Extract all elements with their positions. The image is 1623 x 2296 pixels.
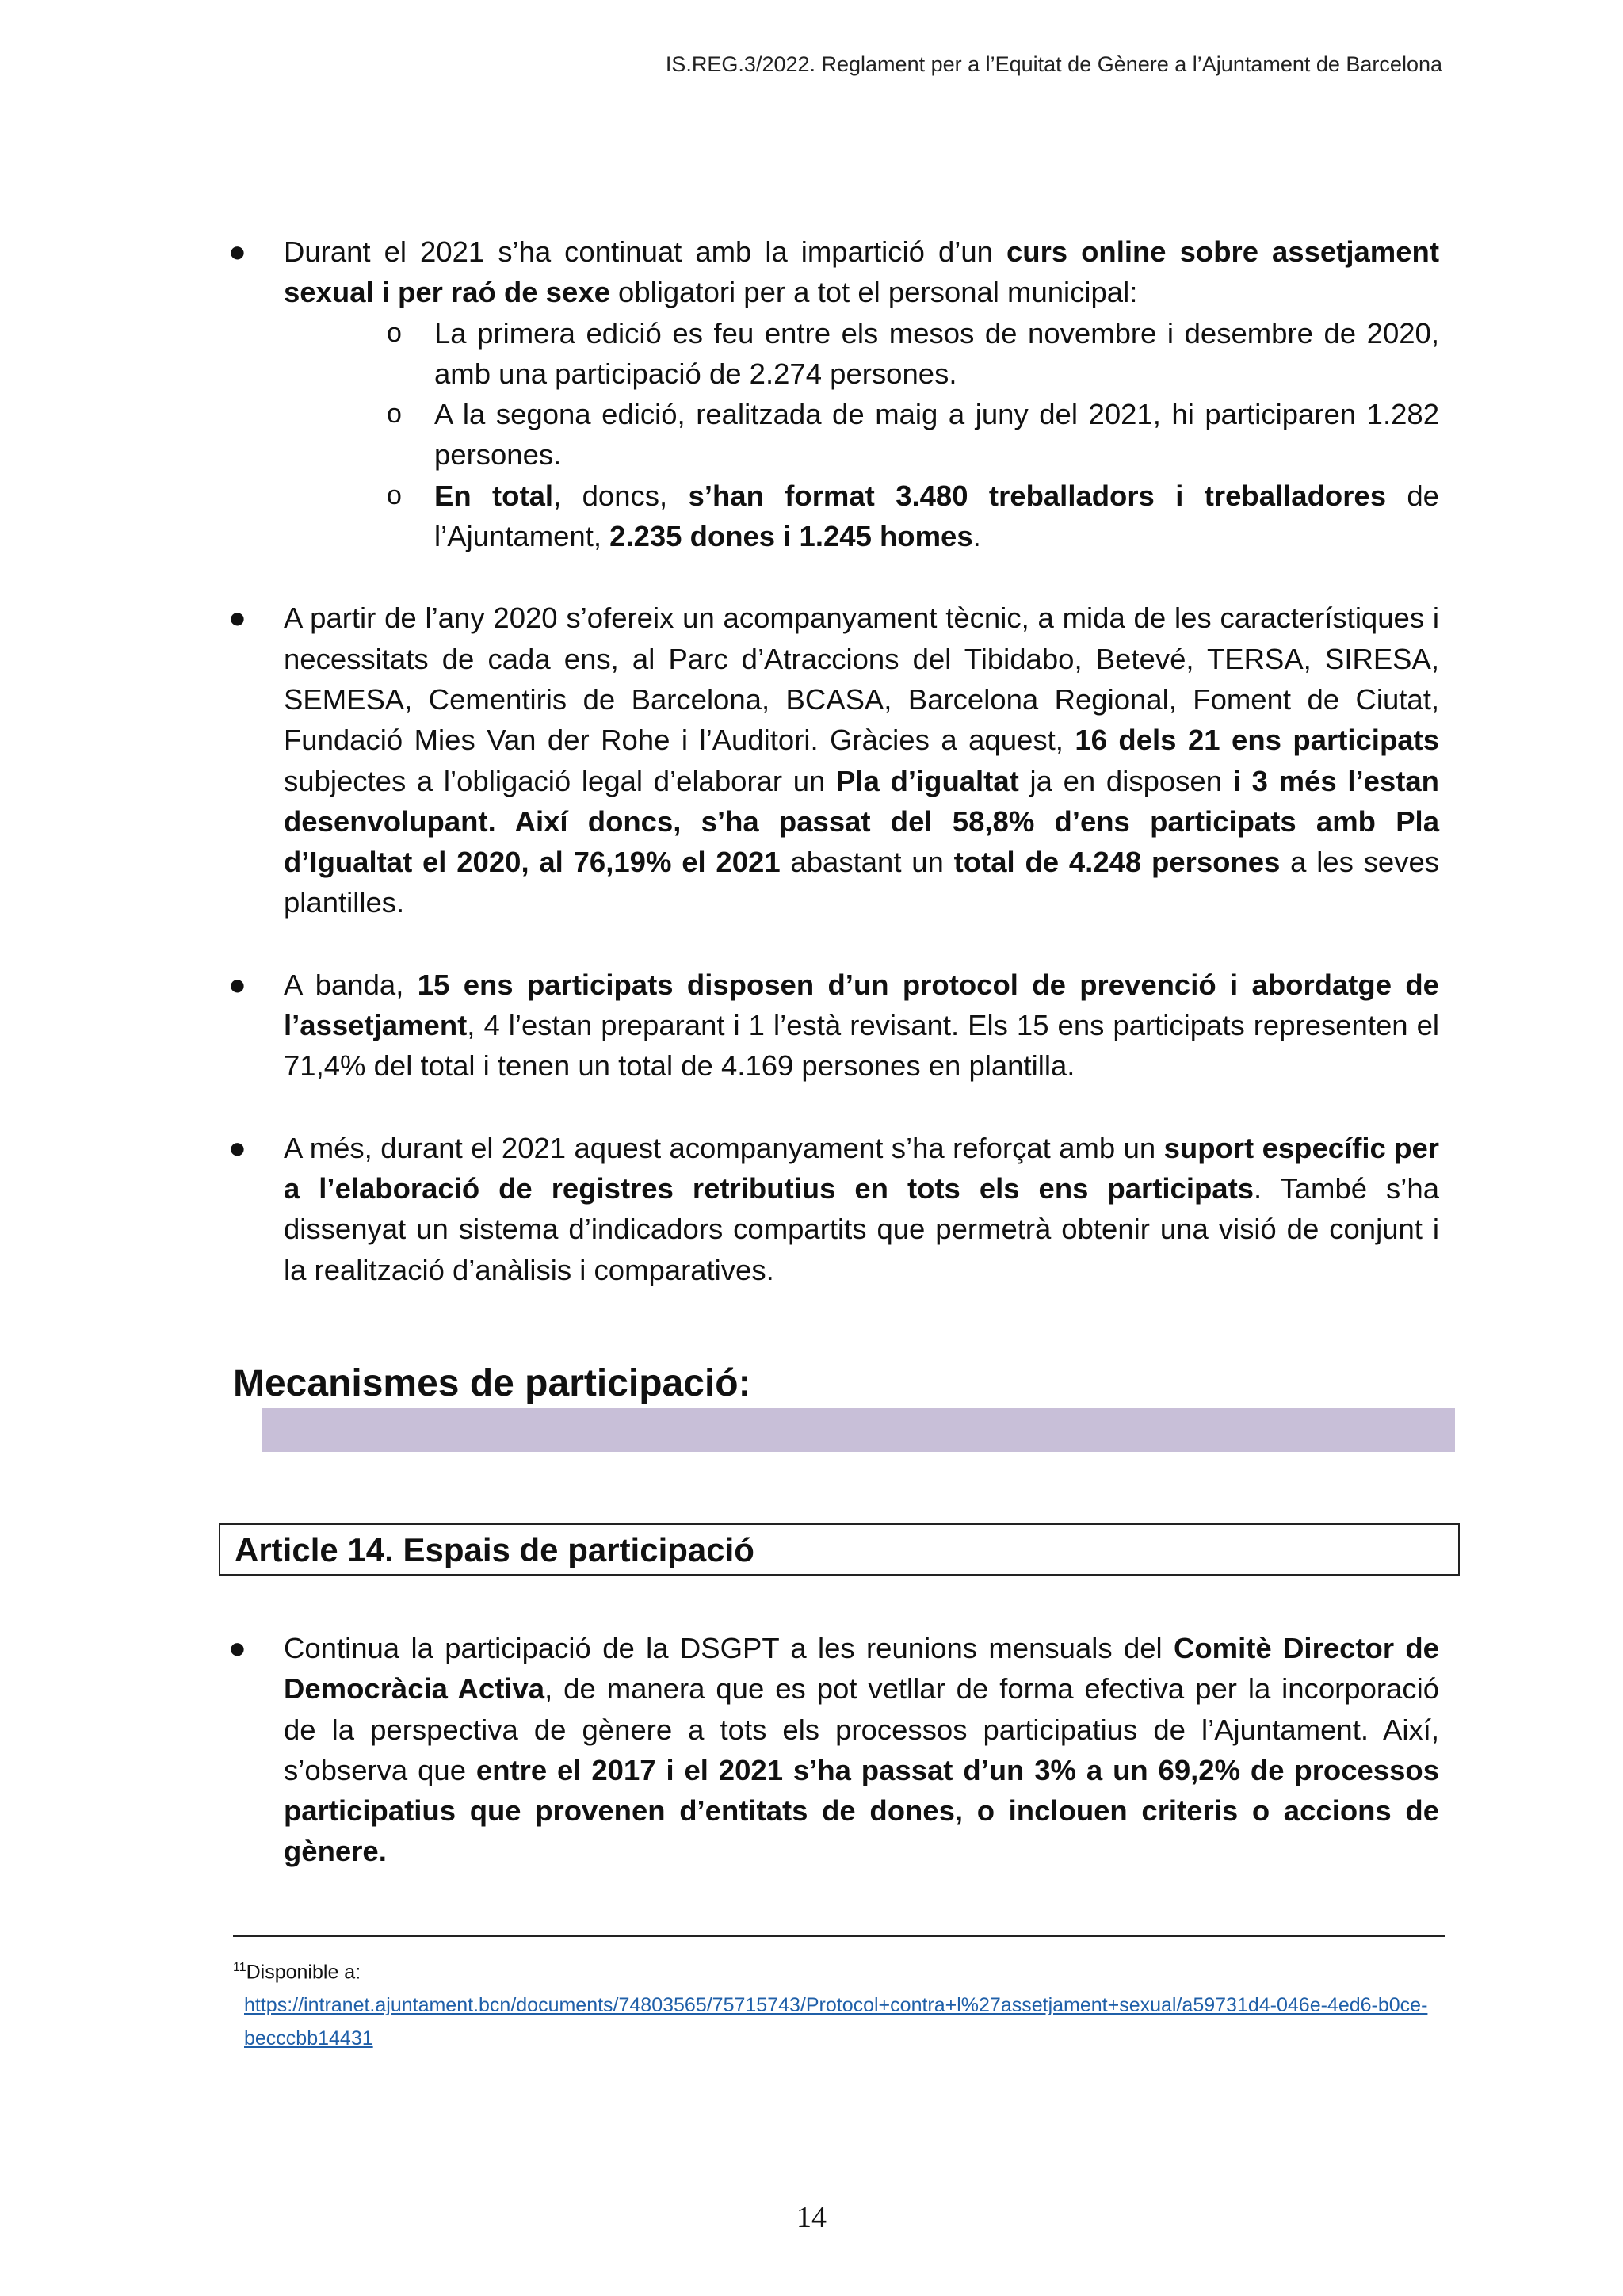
bullet-icon: ● <box>228 1131 246 1165</box>
bold-text: i 3 més l’estan desenvolupant. Així doncs, s’ha passat del 58,8% d’ens participats amb Pla d’Igualtat el 2020, al 76,19% el 2021 <box>284 764 1439 879</box>
sub-list-item <box>284 313 1439 395</box>
section-title: Mecanismes de participació: <box>233 1362 751 1404</box>
text-run: ja en disposen <box>1018 764 1233 797</box>
sub-item-text <box>434 313 1439 395</box>
bold-text: s’han format 3.480 treballadors i treballadores <box>688 479 1386 512</box>
sub-list <box>284 313 1439 557</box>
sub-item-text <box>434 394 1439 476</box>
text-run: A banda, <box>284 968 418 1001</box>
text-run: A partir de l’any 2020 s’ofereix un acompanyament tècnic, a mida de les característiques i necessitats de cada ens, al Parc d’Atraccions del Tibidabo, Betevé, TERSA, SIRESA, SEMESA, Cementiris de Barcelona, BCASA, Barcelona Regional, Foment de Ciutat, Fundació Mies Van der Rohe i l’Auditori. Gràcies a aquest, <box>284 602 1439 757</box>
bullet-icon: ● <box>228 968 246 1002</box>
circle-bullet-icon: o <box>387 317 402 348</box>
footnote-link[interactable]: https://intranet.ajuntament.bcn/documents/74803565/75715743/Protocol+contra+l%27assetjament+sexual/a59731d4-046e-4ed6-b0ce-becccbb14431 <box>244 1994 1428 2050</box>
bullet-item <box>228 231 1439 556</box>
text-run: abastant un <box>780 846 954 879</box>
bullet-item <box>228 1628 1439 1872</box>
page-header: IS.REG.3/2022. Reglament per a l’Equitat de Gènere a l’Ajuntament de Barcelona <box>665 52 1442 76</box>
page-number: 14 <box>796 2201 827 2234</box>
bullet-item <box>228 965 1439 1087</box>
article-content <box>228 1628 1439 1913</box>
text-run: Continua la participació de la DSGPT a les reunions mensuals del <box>284 1632 1174 1664</box>
bullet-icon: ● <box>228 602 246 636</box>
text-run: , 4 l’estan preparant i 1 l’està revisant. Els 15 ens participats representen el 71,4% del total i tenen un total de 4.169 persones en plantilla. <box>284 1009 1439 1083</box>
text-run: subjectes a l’obligació legal d’elaborar un <box>284 764 837 797</box>
bold-text: 2.235 dones i 1.245 homes <box>609 520 973 553</box>
circle-bullet-icon: o <box>387 479 402 510</box>
bold-text: curs online sobre assetjament sexual i per raó de sexe <box>284 235 1440 309</box>
circle-bullet-icon: o <box>387 399 402 430</box>
text-run: A la segona edició, realitzada de maig a juny del 2021, hi participaren 1.282 persones. <box>434 398 1439 472</box>
text-run: A més, durant el 2021 aquest acompanyament s’ha reforçat amb un <box>284 1131 1164 1164</box>
bullet-paragraph <box>284 1628 1439 1872</box>
text-run: La primera edició es feu entre els mesos de novembre i desembre de 2020, amb una participació de 2.274 persones. <box>434 316 1439 390</box>
bullet-icon: ● <box>228 235 246 269</box>
text-run: obligatori per a tot el personal municipal: <box>609 276 1138 309</box>
article-heading-box <box>219 1523 1460 1576</box>
footnote <box>233 1951 1445 2055</box>
bold-text: 16 dels 21 ens participats <box>1075 724 1440 757</box>
bold-text: total de 4.248 persones <box>953 846 1281 879</box>
bold-text: 15 ens participats disposen d’un protocol de prevenció i abordatge de l’assetjament <box>284 968 1439 1042</box>
footnote-label: Disponible a: <box>246 1961 361 1984</box>
article-title: Article 14. Espais de participació <box>235 1531 754 1568</box>
text-run: de l’Ajuntament, <box>434 479 1439 553</box>
bold-text: Comitè Director de Democràcia Activa <box>284 1632 1439 1706</box>
bullet-paragraph <box>284 598 1439 923</box>
text-run: , de manera que es pot vetllar de forma efectiva per la incorporació de la perspectiva de gènere a tots els processos participatius de l’Ajuntament. Així, s’observa que <box>284 1672 1439 1786</box>
bullet-paragraph <box>284 231 1439 313</box>
sub-list-item <box>284 394 1439 476</box>
bold-text: En total <box>434 479 554 512</box>
footnote-divider <box>233 1935 1445 1937</box>
sub-list-item <box>284 476 1439 557</box>
bold-text: Pla d’igualtat <box>836 764 1019 797</box>
sub-item-text <box>434 476 1439 557</box>
footnote-label-line <box>233 1951 1445 1988</box>
section-highlight-bar <box>262 1408 1455 1452</box>
main-content <box>228 231 1439 1331</box>
bullet-icon: ● <box>228 1632 246 1665</box>
text-run: . També s’ha dissenyat un sistema d’indicadors compartits que permetrà obtenir una visió de conjunt i la realització d’anàlisis i comparatives. <box>284 1171 1439 1286</box>
text-run: a les seves plantilles. <box>284 846 1439 919</box>
bold-text: suport específic per a l’elaboració de registres retributius en tots els ens participats <box>284 1131 1439 1205</box>
bold-text: entre el 2017 i el 2021 s’ha passat d’un 3% a un 69,2% de processos participatius que provenen d’entitats de dones, o inclouen criteris o accions de gènere. <box>284 1753 1439 1868</box>
bullet-item <box>228 598 1439 923</box>
bullet-item <box>228 1128 1439 1290</box>
text-run: , doncs, <box>553 479 689 512</box>
bullet-paragraph <box>284 965 1439 1087</box>
footnote-number: 11 <box>233 1961 246 1974</box>
text-run: . <box>972 520 981 553</box>
text-run: Durant el 2021 s’ha continuat amb la impartició d’un <box>284 235 1006 268</box>
bullet-paragraph <box>284 1128 1439 1290</box>
